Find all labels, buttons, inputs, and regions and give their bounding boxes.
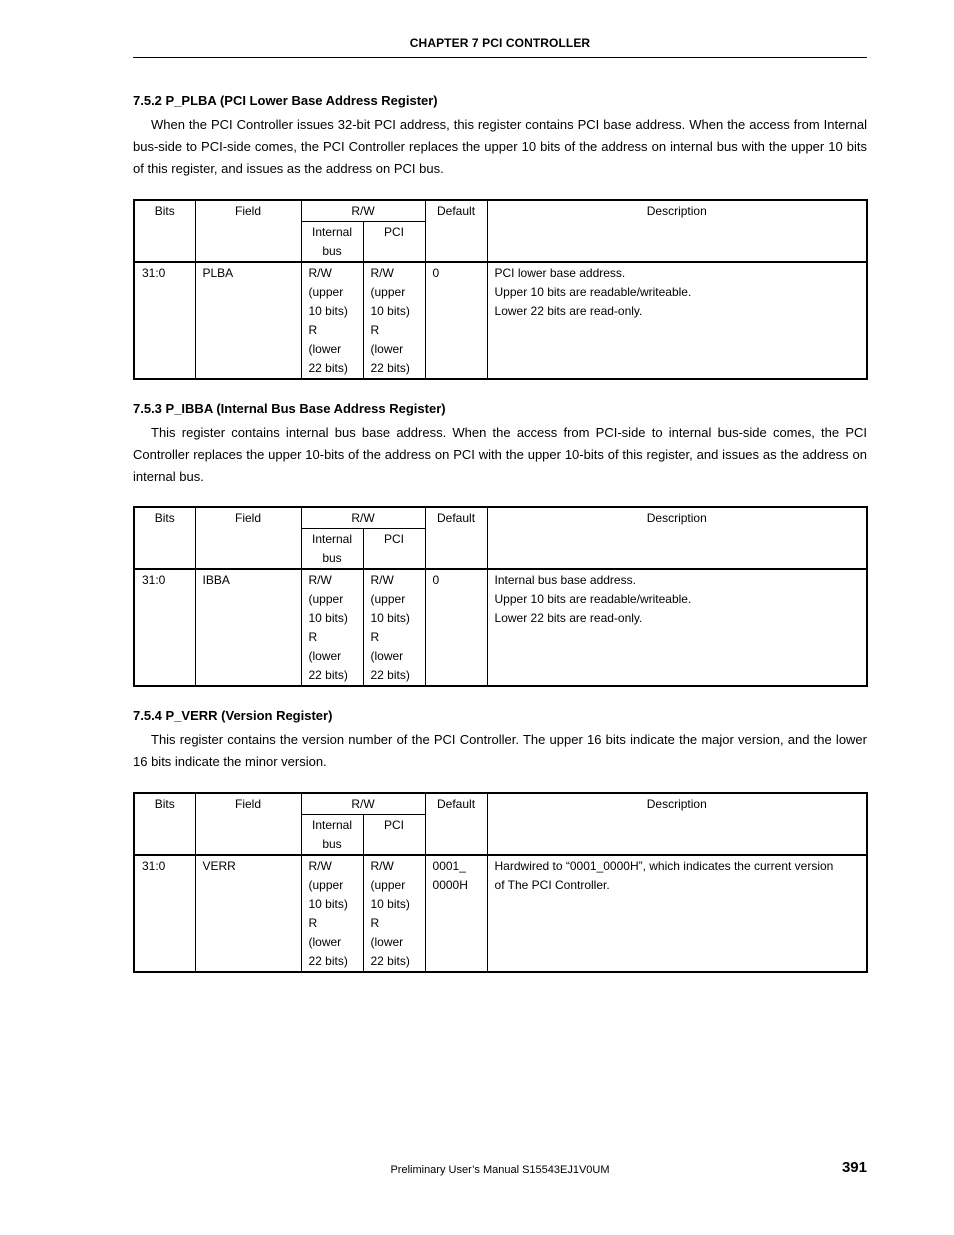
- col-header-field: Field: [195, 793, 301, 855]
- cell-default: [425, 262, 487, 379]
- page-number: 391: [841, 1159, 867, 1176]
- table-row: [134, 569, 867, 686]
- header-rule: [133, 57, 867, 58]
- cell-line: 10 bits): [308, 611, 348, 625]
- cell-line: R/W: [370, 859, 394, 873]
- col-header-internal-bus: Internal bus: [301, 529, 363, 570]
- section-plba: [133, 92, 867, 180]
- cell-line: Internal bus base address.: [494, 573, 636, 587]
- cell-line: 10 bits): [370, 897, 410, 911]
- cell-default: [425, 855, 487, 972]
- register-table-ibba: [133, 506, 868, 687]
- col-header-rw: R/W: [301, 507, 425, 529]
- cell-line: R: [308, 916, 318, 930]
- cell-internal-bus: [301, 262, 363, 379]
- cell-line: R/W: [308, 266, 332, 280]
- table-row: [134, 262, 867, 379]
- cell-line: (lower: [308, 935, 342, 949]
- section-body: This register contains internal bus base address. When the access from PCI-side to internal bus-side comes, the PCI Controller replaces the upper 10-bits of the address on PCI with the upper 10-bits of this register, and issues as the address on internal bus.: [133, 425, 867, 484]
- cell-bits: 31:0: [134, 262, 195, 379]
- cell-line: (upper: [370, 592, 406, 606]
- cell-line: (upper: [308, 878, 344, 892]
- cell-line: (upper: [370, 878, 406, 892]
- cell-pci: [363, 855, 425, 972]
- register-table-verr: [133, 792, 868, 973]
- col-header-field: Field: [195, 200, 301, 262]
- cell-pci: [363, 262, 425, 379]
- cell-line: 22 bits): [370, 954, 410, 968]
- col-header-default: Default: [425, 507, 487, 569]
- cell-line: of The PCI Controller.: [494, 878, 610, 892]
- col-header-bits: Bits: [134, 200, 195, 262]
- cell-line: 22 bits): [308, 954, 348, 968]
- cell-line: (lower: [308, 342, 342, 356]
- cell-line: (upper: [308, 592, 344, 606]
- section-verr: [133, 707, 867, 773]
- cell-line: (lower: [370, 935, 404, 949]
- cell-line: R: [370, 630, 380, 644]
- cell-line: (lower: [308, 649, 342, 663]
- cell-line: Hardwired to “0001_0000H”, which indicates the current version: [494, 859, 834, 873]
- cell-line: Upper 10 bits are readable/writeable.: [494, 592, 692, 606]
- col-header-pci: PCI: [363, 815, 425, 856]
- cell-line: (lower: [370, 649, 404, 663]
- cell-description: [487, 855, 867, 972]
- col-header-bits: Bits: [134, 793, 195, 855]
- section-heading: 7.5.3 P_IBBA (Internal Bus Base Address Register): [133, 401, 446, 416]
- cell-line: (upper: [308, 285, 344, 299]
- cell-line: R/W: [308, 859, 332, 873]
- cell-line: 10 bits): [370, 611, 410, 625]
- col-header-description: Description: [487, 200, 867, 262]
- col-header-description: Description: [487, 507, 867, 569]
- col-header-description: Description: [487, 793, 867, 855]
- col-header-bits: Bits: [134, 507, 195, 569]
- cell-line: PCI lower base address.: [494, 266, 626, 280]
- cell-line: 0: [432, 573, 440, 587]
- cell-field: IBBA: [195, 569, 301, 686]
- cell-field: VERR: [195, 855, 301, 972]
- col-header-internal-bus: Internal bus: [301, 815, 363, 856]
- cell-line: (upper: [370, 285, 406, 299]
- cell-line: 22 bits): [308, 668, 348, 682]
- cell-line: Upper 10 bits are readable/writeable.: [494, 285, 692, 299]
- cell-description: [487, 569, 867, 686]
- footer-manual-title: Preliminary User’s Manual S15543EJ1V0UM: [390, 1164, 610, 1176]
- col-header-default: Default: [425, 200, 487, 262]
- cell-pci: [363, 569, 425, 686]
- col-header-field: Field: [195, 507, 301, 569]
- chapter-header: CHAPTER 7 PCI CONTROLLER: [409, 36, 591, 50]
- cell-description: [487, 262, 867, 379]
- cell-line: R/W: [308, 573, 332, 587]
- cell-line: R/W: [370, 266, 394, 280]
- cell-line: R: [308, 323, 318, 337]
- col-header-default: Default: [425, 793, 487, 855]
- cell-bits: 31:0: [134, 855, 195, 972]
- section-body: This register contains the version number of the PCI Controller. The upper 16 bits indicate the major version, and the lower 16 bits indicate the minor version.: [133, 732, 867, 769]
- cell-line: 0001_: [432, 859, 466, 873]
- col-header-pci: PCI: [363, 529, 425, 570]
- cell-line: 22 bits): [370, 361, 410, 375]
- cell-bits: 31:0: [134, 569, 195, 686]
- cell-internal-bus: [301, 855, 363, 972]
- section-body: When the PCI Controller issues 32-bit PCI address, this register contains PCI base address. When the access from Internal bus-side to PCI-side comes, the PCI Controller replaces the upper 10 bits of the address on internal bus with the upper 10 bits of this register, and issues as the address on PCI bus.: [133, 117, 867, 176]
- table-row: [134, 855, 867, 972]
- col-header-internal-bus: Internal bus: [301, 222, 363, 263]
- col-header-pci: PCI: [363, 222, 425, 263]
- cell-line: R: [370, 916, 380, 930]
- cell-line: 22 bits): [308, 361, 348, 375]
- section-heading: 7.5.2 P_PLBA (PCI Lower Base Address Register): [133, 93, 438, 108]
- cell-line: R: [308, 630, 318, 644]
- cell-line: Lower 22 bits are read-only.: [494, 611, 643, 625]
- col-header-rw: R/W: [301, 200, 425, 222]
- cell-default: [425, 569, 487, 686]
- cell-internal-bus: [301, 569, 363, 686]
- col-header-rw: R/W: [301, 793, 425, 815]
- cell-line: 10 bits): [370, 304, 410, 318]
- cell-line: R: [370, 323, 380, 337]
- cell-line: Lower 22 bits are read-only.: [494, 304, 643, 318]
- section-ibba: [133, 400, 867, 488]
- register-table-plba: [133, 199, 868, 380]
- cell-line: (lower: [370, 342, 404, 356]
- cell-line: 22 bits): [370, 668, 410, 682]
- cell-line: 10 bits): [308, 897, 348, 911]
- cell-line: R/W: [370, 573, 394, 587]
- cell-line: 10 bits): [308, 304, 348, 318]
- section-heading: 7.5.4 P_VERR (Version Register): [133, 708, 333, 723]
- cell-line: 0000H: [432, 878, 468, 892]
- cell-field: PLBA: [195, 262, 301, 379]
- cell-line: 0: [432, 266, 440, 280]
